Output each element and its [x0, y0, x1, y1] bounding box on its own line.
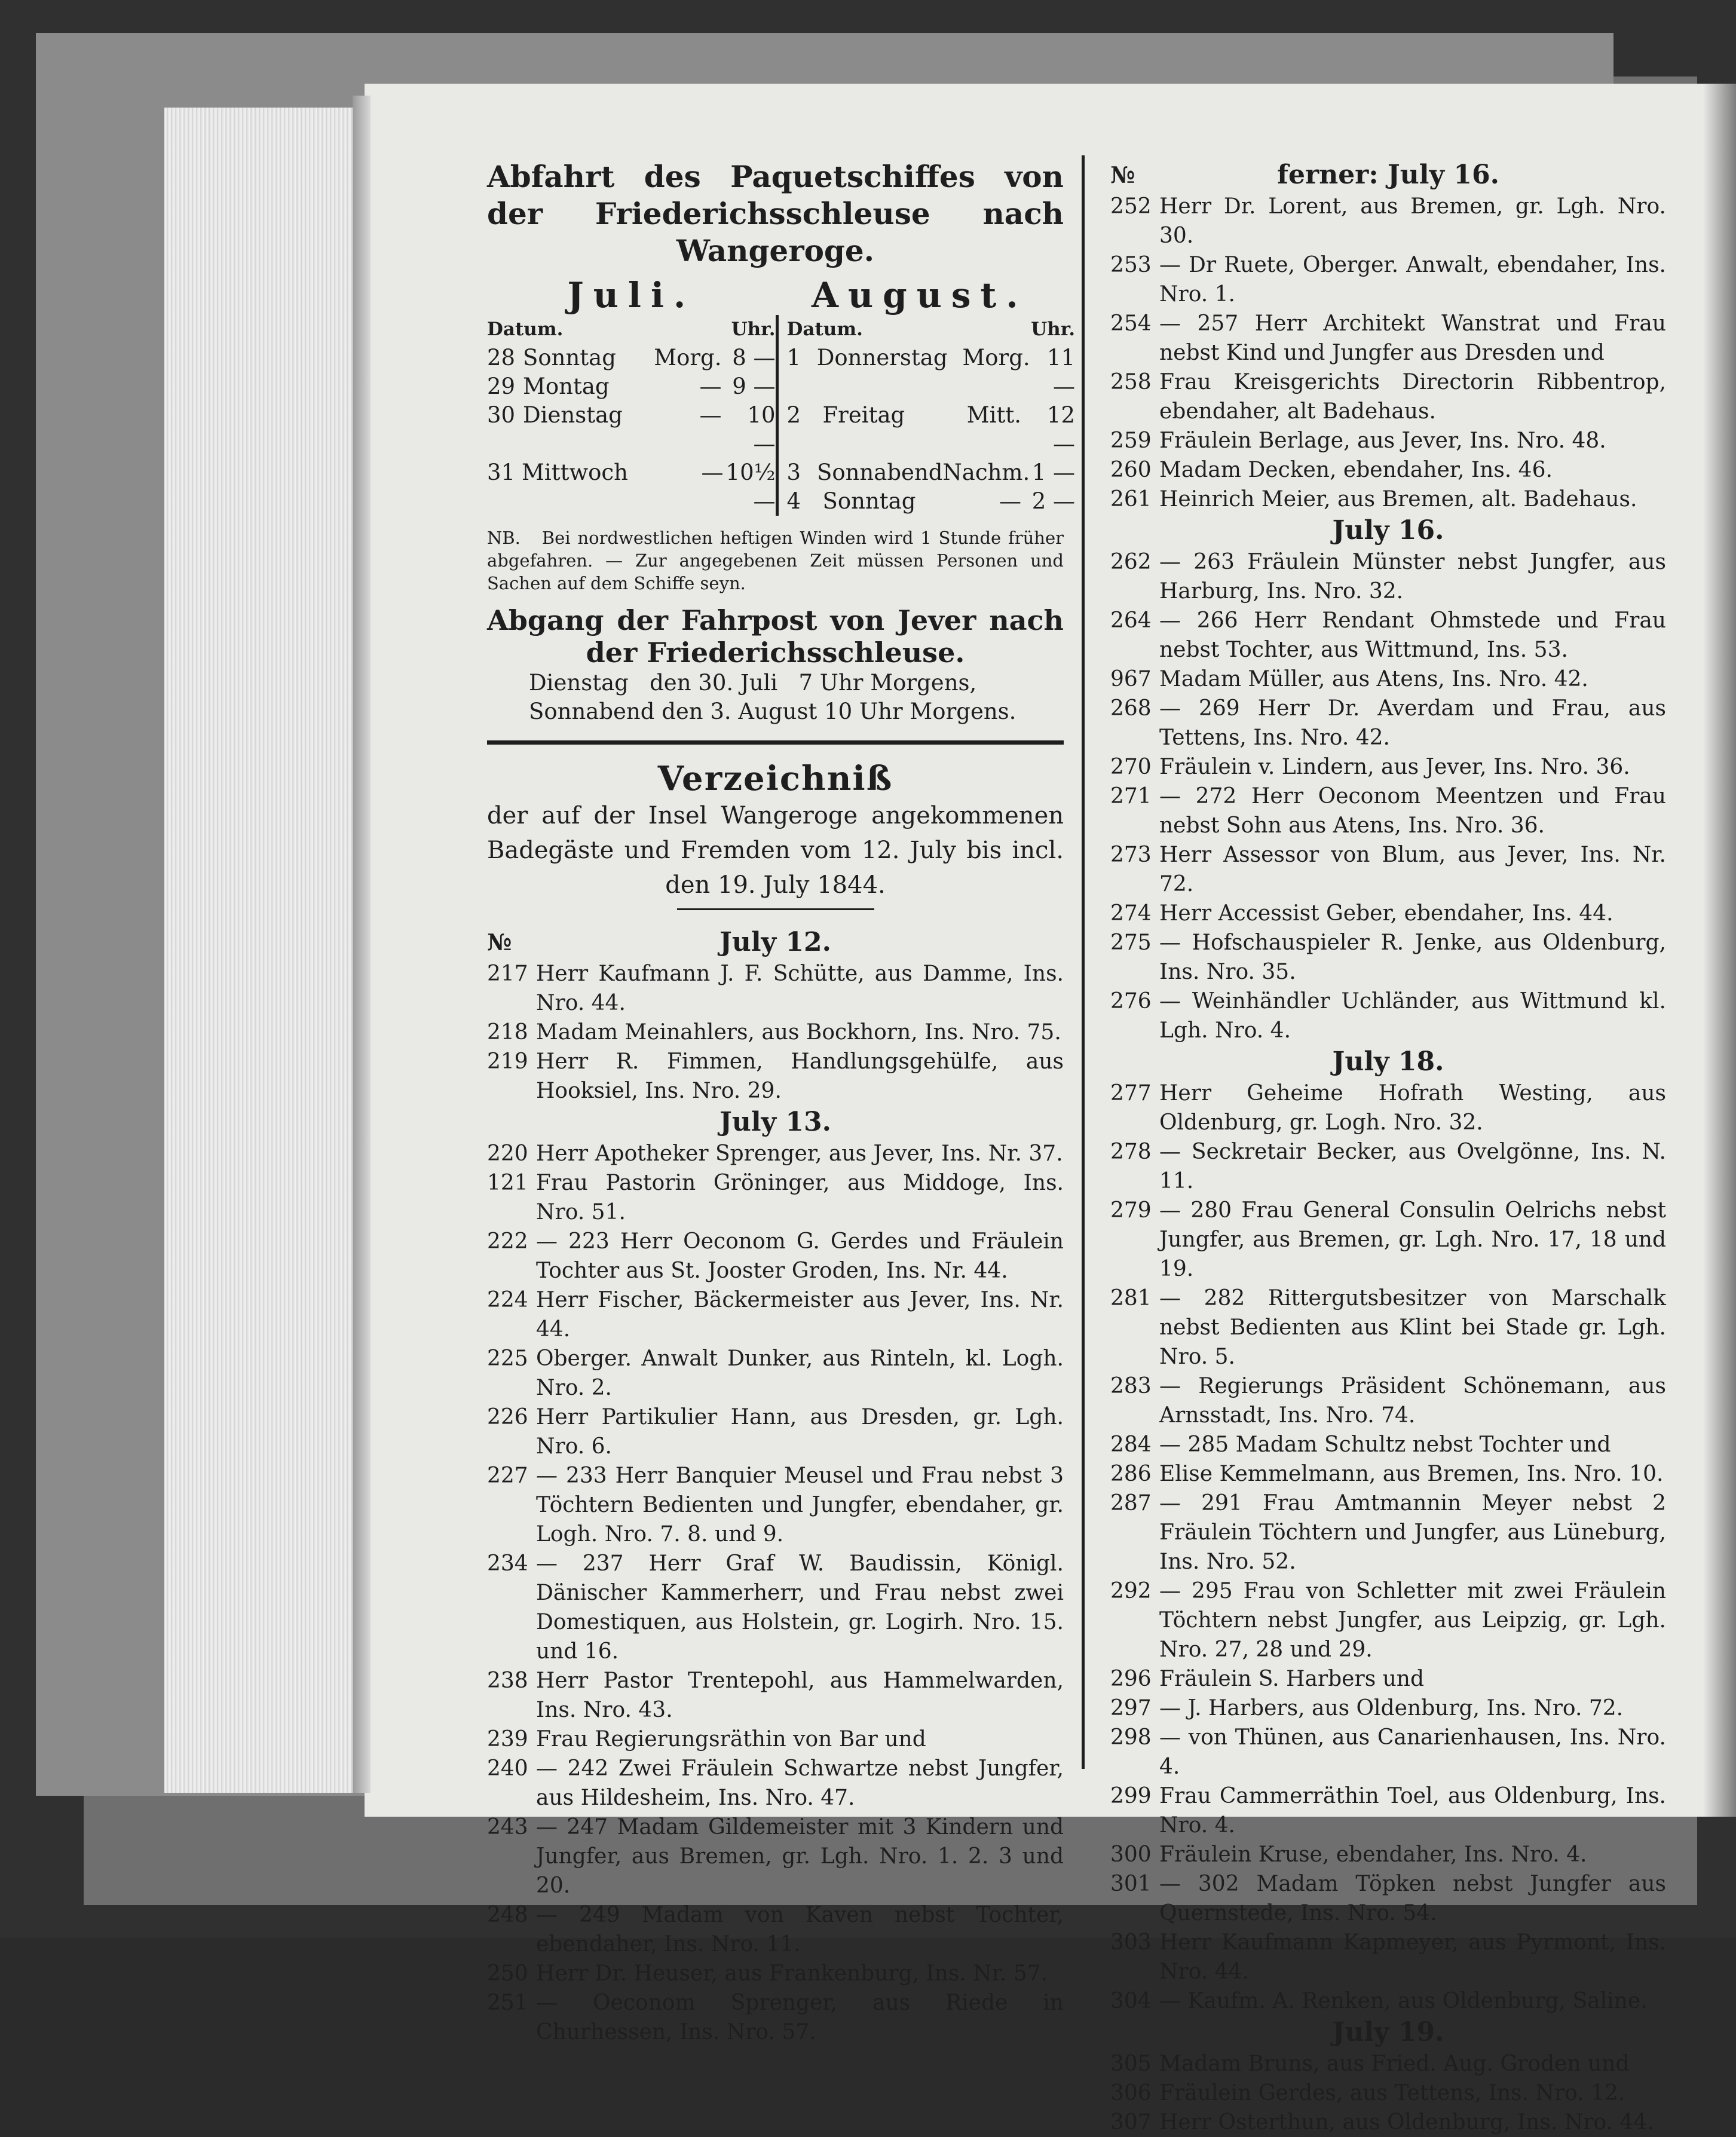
guest-number: 299	[1110, 1784, 1152, 1808]
header-uhr: Uhr.	[1031, 319, 1075, 340]
guest-number: 271	[1110, 784, 1152, 809]
gutter-shadow	[353, 96, 371, 1793]
guest-text: Herr Assessor von Blum, aus Jever, Ins. Nr. 72.	[1159, 843, 1666, 896]
section-divider	[487, 740, 1064, 745]
schedule-date: 30	[487, 402, 516, 428]
guest-entry	[1110, 2108, 1666, 2137]
guest-text: Herr Geheime Hofrath Westing, aus Oldenburg, gr. Logh. Nro. 32.	[1159, 1081, 1666, 1135]
header-datum: Datum.	[487, 319, 564, 340]
guest-number: 286	[1110, 1462, 1152, 1486]
guest-number: 254	[1110, 311, 1152, 336]
guest-entry	[1110, 1869, 1666, 1928]
guest-number: 967	[1110, 667, 1152, 691]
note-label: NB.	[487, 528, 521, 548]
schedule-hour: 10 —	[747, 402, 776, 457]
schedule-weekday: Freitag	[822, 402, 905, 428]
guest-entry	[487, 1139, 1064, 1168]
guest-text: — 263 Fräulein Münster nebst Jungfer, aus Harburg, Ins. Nro. 32.	[1159, 550, 1666, 604]
guest-entry	[1110, 1781, 1666, 1840]
guest-list-left	[487, 926, 1064, 2047]
schedule-weekday: Donnerstag	[816, 345, 948, 371]
guest-number: 250	[487, 1961, 528, 1986]
schedule-row	[787, 344, 1076, 401]
guest-text: — Kaufm. A. Renken, aus Oldenburg, Saline.	[1159, 1989, 1648, 2013]
month-august: August.	[811, 275, 1028, 316]
date-heading-label: July 13.	[719, 1107, 831, 1137]
guest-number: 234	[487, 1551, 528, 1576]
guest-number: 239	[487, 1727, 528, 1752]
guest-text: Fräulein Gerdes, aus Tettens, Ins. Nro. 12.	[1159, 2081, 1625, 2105]
guest-entry	[1110, 899, 1666, 928]
guest-number: 273	[1110, 843, 1152, 867]
guest-entry	[1110, 1723, 1666, 1781]
guest-entry	[487, 1959, 1064, 1988]
guest-text: — 272 Herr Oeconom Meentzen und Frau nebst Sohn aus Atens, Ins. Nro. 36.	[1159, 784, 1666, 838]
guest-text: Herr Accessist Geber, ebendaher, Ins. 44.	[1159, 901, 1613, 926]
date-heading	[1110, 2016, 1666, 2049]
left-column	[487, 158, 1075, 2047]
right-column	[1110, 158, 1666, 2137]
guest-entry	[1110, 1840, 1666, 1869]
guest-entry	[487, 1813, 1064, 1900]
guest-text: Heinrich Meier, aus Bremen, alt. Badehaus.	[1159, 487, 1637, 512]
schedule-header-row	[487, 315, 776, 344]
schedule-hour: 10½—	[725, 460, 776, 514]
guest-entry	[1110, 309, 1666, 368]
guest-number: 305	[1110, 2052, 1152, 2076]
guest-text: — 233 Herr Banquier Meusel und Frau nebst 3 Töchtern Bedienten und Jungfer, ebendaher, gr. Logh. Nro. 7. 8. und 9.	[536, 1464, 1064, 1547]
guest-entry	[1110, 250, 1666, 309]
guest-entry	[1110, 1196, 1666, 1284]
schedule-weekday: Mittwoch	[522, 460, 628, 485]
page-edges	[164, 108, 365, 1793]
schedule-daytime: Morg.	[654, 345, 722, 371]
guest-number: 284	[1110, 1432, 1152, 1457]
guest-text: Oberger. Anwalt Dunker, aus Rinteln, kl. Logh. Nro. 2.	[536, 1346, 1064, 1400]
guest-text: — 285 Madam Schultz nebst Tochter und	[1159, 1432, 1611, 1457]
schedule-row	[487, 344, 776, 372]
date-heading	[487, 1106, 1064, 1139]
guest-entry	[1110, 1459, 1666, 1489]
guest-entry	[1110, 840, 1666, 899]
guest-text: Herr Fischer, Bäckermeister aus Jever, Ins. Nr. 44.	[536, 1288, 1064, 1342]
guest-number: 224	[487, 1288, 528, 1312]
schedule-row	[787, 487, 1076, 516]
schedule-row	[787, 401, 1076, 458]
guest-number: 264	[1110, 608, 1152, 633]
guest-text: Herr Partikulier Hann, aus Dresden, gr. Lgh. Nro. 6.	[536, 1405, 1064, 1459]
schedule-daytime: —	[701, 460, 724, 485]
guest-number: 277	[1110, 1081, 1152, 1106]
schedule-row	[787, 458, 1076, 487]
schedule-date: 1	[786, 345, 801, 371]
schedule-weekday: Sonntag	[523, 345, 616, 371]
guest-number: 270	[1110, 755, 1152, 779]
guest-entry	[487, 1047, 1064, 1106]
guest-text: — 269 Herr Dr. Averdam und Frau, aus Tettens, Ins. Nro. 42.	[1159, 696, 1666, 750]
guest-number: 253	[1110, 253, 1152, 277]
guest-entry	[1110, 192, 1666, 250]
guest-number: 297	[1110, 1696, 1152, 1720]
guest-text: — 266 Herr Rendant Ohmstede und Frau nebst Tochter, aus Wittmund, Ins. 53.	[1159, 608, 1666, 662]
schedule-date: 29	[487, 373, 516, 399]
guest-text: Madam Decken, ebendaher, Ins. 46.	[1159, 458, 1553, 482]
guest-number: 287	[1110, 1491, 1152, 1516]
guest-entry	[1110, 2049, 1666, 2078]
guest-number: 258	[1110, 370, 1152, 394]
guest-entry	[1110, 426, 1666, 455]
date-heading-label: July 12.	[719, 927, 831, 957]
schedule-daytime: —	[999, 488, 1021, 514]
schedule-row	[487, 372, 776, 401]
guest-entry	[1110, 1986, 1666, 2016]
schedule-weekday: Montag	[523, 373, 610, 399]
schedule-hour: 8 —	[732, 345, 776, 371]
schedule-row	[487, 401, 776, 458]
header-datum: Datum.	[786, 319, 863, 340]
guest-number: 301	[1110, 1872, 1152, 1896]
guest-text: Madam Meinahlers, aus Bockhorn, Ins. Nro. 75.	[536, 1020, 1061, 1045]
guest-entry	[487, 1018, 1064, 1047]
guest-text: — Weinhändler Uchländer, aus Wittmund kl. Lgh. Nro. 4.	[1159, 989, 1666, 1043]
schedule-hour: 12 —	[1046, 402, 1075, 457]
note-text: Bei nordwestlichen heftigen Winden wird 1 Stunde früher abgefahren. — Zur angegebenen Zeit müssen Personen und Sachen auf dem Schiffe seyn.	[487, 528, 1064, 593]
guest-number: 238	[487, 1668, 528, 1693]
guest-text: — 295 Frau von Schletter mit zwei Fräulein Töchtern nebst Jungfer, aus Leipzig, gr. Lgh. Nro. 27, 28 und 29.	[1159, 1579, 1666, 1662]
date-heading-label: July 18.	[1332, 1046, 1444, 1077]
guest-number: 251	[487, 1991, 528, 2015]
guest-number: 220	[487, 1141, 528, 1166]
date-heading-label: July 16.	[1332, 515, 1444, 546]
guest-entry	[487, 1403, 1064, 1461]
guest-text: Herr Dr. Heuser, aus Frankenburg, Ins. Nr. 57.	[536, 1961, 1048, 1986]
guest-number: 243	[487, 1815, 528, 1839]
guest-entry	[1110, 782, 1666, 840]
guest-entry	[487, 1285, 1064, 1344]
schedule-daytime: Morg.	[962, 345, 1030, 371]
guest-text: — 223 Herr Oeconom G. Gerdes und Fräulein Tochter aus St. Jooster Groden, Ins. Nr. 44.	[536, 1229, 1064, 1283]
guest-text: Fräulein v. Lindern, aus Jever, Ins. Nro. 36.	[1159, 755, 1630, 779]
guest-entry	[1110, 1694, 1666, 1723]
schedule-hour: 2 —	[1031, 488, 1075, 514]
guest-number: 121	[487, 1171, 528, 1195]
date-heading	[1110, 514, 1666, 547]
guest-entry	[1110, 1664, 1666, 1694]
guest-entry	[1110, 547, 1666, 606]
guest-text: Herr Kaufmann J. F. Schütte, aus Damme, Ins. Nro. 44.	[536, 962, 1064, 1015]
guest-text: — 257 Herr Architekt Wanstrat und Frau nebst Kind und Jungfer aus Dresden und	[1159, 311, 1666, 365]
guest-entry	[1110, 928, 1666, 987]
guest-entry	[1110, 1137, 1666, 1196]
fahrpost-line: Sonnabend den 3. August 10 Uhr Morgens.	[529, 699, 1017, 724]
guest-number: 225	[487, 1346, 528, 1371]
guest-text: Herr Pastor Trentepohl, aus Hammelwarden, Ins. Nro. 43.	[536, 1668, 1064, 1722]
guest-text: — Hofschauspieler R. Jenke, aus Oldenburg, Ins. Nro. 35.	[1159, 930, 1666, 984]
schedule-weekday: Dienstag	[523, 402, 623, 428]
date-heading	[487, 926, 1064, 959]
guest-number: 300	[1110, 1842, 1152, 1867]
number-sign: №	[1110, 161, 1135, 188]
guest-text: Frau Pastorin Gröninger, aus Middoge, Ins. Nro. 51.	[536, 1171, 1064, 1224]
guest-text: — Oeconom Sprenger, aus Riede in Churhessen, Ins. Nro. 57.	[536, 1991, 1064, 2044]
guest-entry	[1110, 1284, 1666, 1371]
date-heading	[1110, 1045, 1666, 1079]
guest-text: — 282 Rittergutsbesitzer von Marschalk nebst Bedienten aus Klint bei Stade gr. Lgh. Nro. 5.	[1159, 1286, 1666, 1369]
guest-number: 304	[1110, 1989, 1152, 2013]
fahrpost-title: Abgang der Fahrpost von Jever nach der Friederichsschleuse.	[487, 604, 1064, 669]
guest-number: 292	[1110, 1579, 1152, 1603]
schedule-date: 28	[487, 345, 516, 371]
guest-number: 307	[1110, 2110, 1152, 2135]
guest-entry	[1110, 455, 1666, 485]
guest-entry	[487, 1900, 1064, 1959]
page-shadow-right	[1703, 84, 1736, 1817]
guest-entry	[487, 1344, 1064, 1403]
guest-text: — 291 Frau Amtmannin Meyer nebst 2 Fräulein Töchtern und Jungfer, aus Lüneburg, Ins. Nro. 52.	[1159, 1491, 1666, 1574]
guest-entry	[1110, 1489, 1666, 1576]
date-heading	[1110, 158, 1666, 192]
guest-text: — 249 Madam von Kaven nebst Tochter, ebendaher, Ins. Nro. 11.	[536, 1903, 1064, 1957]
guest-entry	[1110, 368, 1666, 426]
schedule-table	[487, 315, 1075, 516]
guest-number: 268	[1110, 696, 1152, 721]
guest-text: — 302 Madam Töpken nebst Jungfer aus Quernstede, Ins. Nro. 54.	[1159, 1872, 1666, 1925]
guest-entry	[487, 959, 1064, 1018]
schedule-daytime: —	[699, 373, 722, 399]
guest-entry	[1110, 665, 1666, 694]
guest-text: — Dr Ruete, Oberger. Anwalt, ebendaher, Ins. Nro. 1.	[1159, 253, 1666, 307]
guest-number: 248	[487, 1903, 528, 1927]
guest-entry	[487, 1549, 1064, 1666]
schedule-july	[487, 315, 776, 516]
guest-text: Herr Apotheker Sprenger, aus Jever, Ins. Nr. 37.	[536, 1141, 1063, 1166]
schedule-note	[487, 526, 1064, 595]
guest-text: — 242 Zwei Fräulein Schwartze nebst Jungfer, aus Hildesheim, Ins. Nro. 47.	[536, 1756, 1064, 1810]
guest-number: 275	[1110, 930, 1152, 955]
guest-number: 278	[1110, 1140, 1152, 1164]
guest-entry	[487, 1754, 1064, 1813]
guest-entry	[1110, 2078, 1666, 2108]
guest-entry	[1110, 987, 1666, 1045]
schedule-title: Abfahrt des Paquetschiffes von der Friederichsschleuse nach Wangeroge.	[487, 159, 1064, 268]
schedule-hour: 1 —	[1031, 460, 1075, 485]
guest-text: Madam Müller, aus Atens, Ins. Nro. 42.	[1159, 667, 1588, 691]
guest-text: — J. Harbers, aus Oldenburg, Ins. Nro. 72.	[1159, 1696, 1624, 1720]
guest-number: 227	[487, 1464, 528, 1488]
guest-number: 281	[1110, 1286, 1152, 1311]
schedule-date: 31	[487, 460, 516, 485]
guest-entry	[1110, 485, 1666, 514]
header-uhr: Uhr.	[731, 319, 776, 340]
guest-number: 217	[487, 962, 528, 986]
guest-number: 219	[487, 1049, 528, 1074]
schedule-date: 3	[786, 460, 801, 485]
guest-number: 218	[487, 1020, 528, 1045]
guest-entry	[487, 1725, 1064, 1754]
guest-entry	[487, 1988, 1064, 2047]
schedule-august	[776, 315, 1076, 516]
guest-entry	[1110, 1371, 1666, 1430]
guest-text: Fräulein S. Harbers und	[1159, 1667, 1425, 1691]
guest-entry	[1110, 606, 1666, 665]
guest-entry	[1110, 1430, 1666, 1459]
fahrpost-line: Dienstag den 30. Juli 7 Uhr Morgens,	[529, 670, 977, 696]
guest-number: 274	[1110, 901, 1152, 926]
verzeichniss-title: Verzeichniß	[657, 759, 893, 798]
guest-text: — Regierungs Präsident Schönemann, aus Arnsstadt, Ins. Nro. 74.	[1159, 1374, 1666, 1428]
guest-text: Herr Dr. Lorent, aus Bremen, gr. Lgh. Nro. 30.	[1159, 194, 1666, 248]
title-underline	[677, 908, 874, 910]
guest-text: Herr Kaufmann Kapmeyer, aus Pyrmont, Ins. Nro. 44.	[1159, 1930, 1666, 1984]
schedule-date: 4	[786, 488, 801, 514]
schedule-header-row	[787, 315, 1076, 344]
guest-entry	[1110, 1576, 1666, 1664]
guest-text: Herr R. Fimmen, Handlungsgehülfe, aus Hooksiel, Ins. Nro. 29.	[536, 1049, 1064, 1103]
guest-number: 259	[1110, 428, 1152, 453]
guest-text: Herr Osterthun, aus Oldenburg, Ins. Nro. 44.	[1159, 2110, 1654, 2135]
guest-entry	[1110, 1079, 1666, 1137]
guest-number: 298	[1110, 1725, 1152, 1750]
guest-text: Frau Cammerräthin Toel, aus Oldenburg, Ins. Nro. 4.	[1159, 1784, 1666, 1838]
guest-number: 226	[487, 1405, 528, 1429]
date-heading-label: July 19.	[1332, 2017, 1444, 2047]
guest-text: — Seckretair Becker, aus Ovelgönne, Ins. N. 11.	[1159, 1140, 1666, 1193]
guest-text: Madam Bruns, aus Fried. Aug. Groden und	[1159, 2052, 1630, 2076]
guest-entry	[487, 1666, 1064, 1725]
schedule-daytime: Nachm.	[942, 460, 1030, 485]
guest-entry	[1110, 752, 1666, 782]
guest-text: — 247 Madam Gildemeister mit 3 Kindern und Jungfer, aus Bremen, gr. Lgh. Nro. 1. 2. 3 und 20.	[536, 1815, 1064, 1898]
month-july: Juli.	[567, 275, 696, 316]
guest-entry	[487, 1227, 1064, 1285]
guest-number: 276	[1110, 989, 1152, 1014]
guest-number: 279	[1110, 1198, 1152, 1223]
schedule-daytime: —	[699, 402, 722, 428]
schedule-hour: 11 —	[1046, 345, 1075, 399]
guest-text: — 237 Herr Graf W. Baudissin, Königl. Dänischer Kammerherr, und Frau nebst zwei Domestiquen, aus Holstein, gr. Logirh. Nro. 15. und 16.	[536, 1551, 1064, 1664]
guest-entry	[1110, 694, 1666, 752]
guest-number: 240	[487, 1756, 528, 1781]
guest-number: 260	[1110, 458, 1152, 482]
guest-text: — 280 Frau General Consulin Oelrichs nebst Jungfer, aus Bremen, gr. Lgh. Nro. 17, 18 und 19.	[1159, 1198, 1666, 1281]
schedule-daytime: Mitt.	[966, 402, 1021, 428]
schedule-months	[487, 275, 1064, 315]
guest-number: 262	[1110, 550, 1152, 574]
number-sign: №	[487, 929, 512, 956]
guest-number: 222	[487, 1229, 528, 1254]
date-heading-label: ferner: July 16.	[1277, 160, 1499, 190]
guest-text: Elise Kemmelmann, aus Bremen, Ins. Nro. 10.	[1159, 1462, 1664, 1486]
guest-list-right	[1110, 158, 1666, 2137]
guest-number: 306	[1110, 2081, 1152, 2105]
schedule-hour: 9 —	[732, 373, 776, 399]
guest-entry	[487, 1168, 1064, 1227]
schedule-row	[487, 458, 776, 516]
guest-number: 261	[1110, 487, 1152, 512]
schedule-date: 2	[786, 402, 801, 428]
guest-number: 296	[1110, 1667, 1152, 1691]
schedule-weekday: Sonntag	[822, 488, 916, 514]
guest-text: Fräulein Kruse, ebendaher, Ins. Nro. 4.	[1159, 1842, 1587, 1867]
guest-text: — von Thünen, aus Canarienhausen, Ins. Nro. 4.	[1159, 1725, 1666, 1779]
verzeichniss-subtitle: der auf der Insel Wangeroge angekommenen Badegäste und Fremden vom 12. July bis incl. den 19. July 1844.	[487, 802, 1064, 899]
guest-number: 252	[1110, 194, 1152, 219]
guest-text: Frau Regierungsräthin von Bar und	[536, 1727, 926, 1752]
column-divider	[1082, 155, 1085, 1769]
guest-number: 303	[1110, 1930, 1152, 1955]
guest-entry	[1110, 1928, 1666, 1986]
schedule-weekday: Sonnabend	[816, 460, 943, 485]
guest-text: Frau Kreisgerichts Directorin Ribbentrop, ebendaher, alt Badehaus.	[1159, 370, 1666, 424]
guest-number: 283	[1110, 1374, 1152, 1398]
guest-entry	[487, 1461, 1064, 1549]
guest-text: Fräulein Berlage, aus Jever, Ins. Nro. 48.	[1159, 428, 1606, 453]
